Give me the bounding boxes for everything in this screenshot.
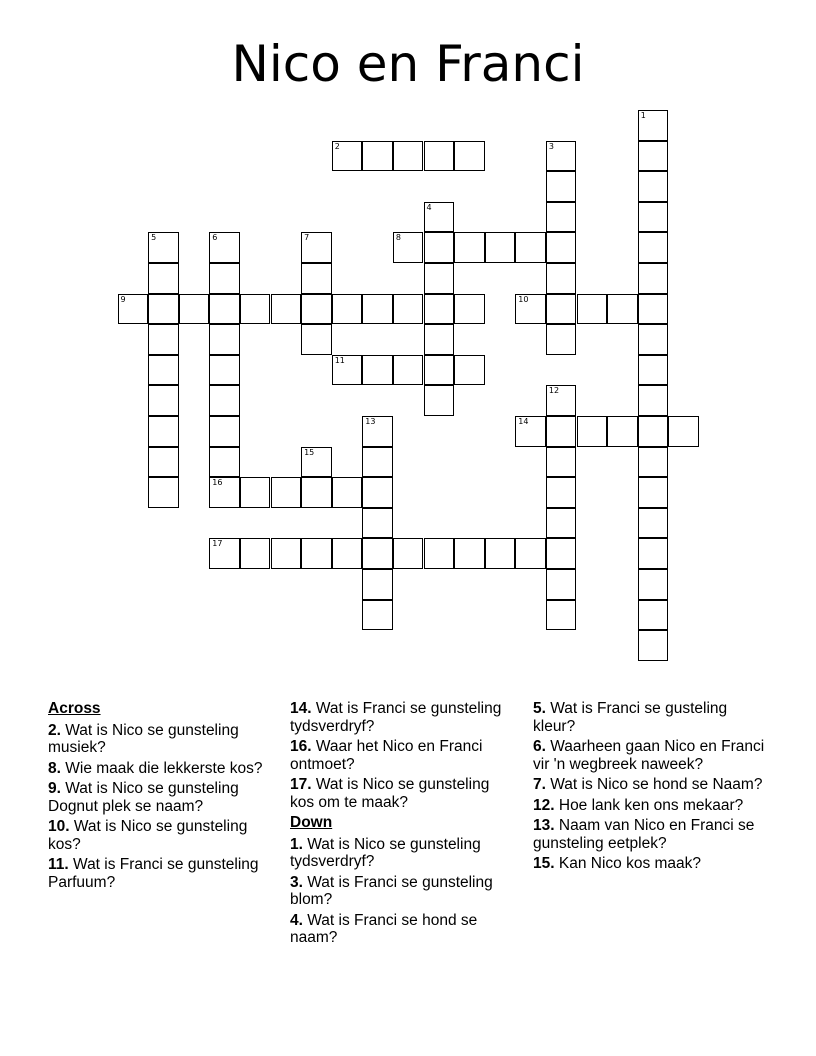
- grid-cell[interactable]: [393, 538, 424, 569]
- grid-cell[interactable]: [638, 477, 669, 508]
- clue-number-label: 16.: [290, 738, 312, 755]
- grid-cell[interactable]: [638, 630, 669, 661]
- grid-cell[interactable]: [485, 232, 516, 263]
- grid-cell[interactable]: [393, 141, 424, 172]
- clue-number: 5: [151, 233, 157, 243]
- clue-number-label: 12.: [533, 796, 555, 814]
- across-heading: Across: [48, 700, 101, 717]
- grid-cell[interactable]: [332, 141, 363, 172]
- grid-cell[interactable]: [546, 385, 577, 416]
- across-clue[interactable]: [48, 818, 263, 853]
- clue-text: Wat is Nico se gunsteling tydsverdryf?: [290, 835, 481, 870]
- grid-cell[interactable]: [209, 538, 240, 569]
- grid-cell[interactable]: [362, 447, 393, 478]
- grid-cell[interactable]: [209, 294, 240, 325]
- grid-cell[interactable]: [332, 355, 363, 386]
- grid-cell[interactable]: [454, 294, 485, 325]
- clue-number-label: 8.: [48, 759, 61, 777]
- grid-cell[interactable]: [301, 324, 332, 355]
- clue-number: 7: [304, 233, 310, 243]
- grid-cell[interactable]: [546, 141, 577, 172]
- across-clue[interactable]: [48, 780, 263, 815]
- clue-number: 3: [548, 141, 554, 151]
- grid-cell[interactable]: [424, 538, 455, 569]
- grid-cell[interactable]: [515, 232, 546, 263]
- grid-cell[interactable]: [424, 202, 455, 233]
- grid-cell[interactable]: [638, 569, 669, 600]
- clue-number: 4: [426, 202, 432, 212]
- clue-number-label: 14.: [290, 700, 312, 717]
- clue-text: Wat is Franci se gunsteling Parfuum?: [48, 856, 259, 891]
- grid-cell[interactable]: [424, 232, 455, 263]
- clue-text: Wat is Franci se hond se naam?: [290, 911, 478, 946]
- grid-cell[interactable]: [362, 294, 393, 325]
- grid-cell[interactable]: [118, 294, 149, 325]
- grid-cell[interactable]: [638, 508, 669, 539]
- clue-text: Wat is Nico se hond se Naam?: [545, 776, 763, 793]
- grid-cell[interactable]: [332, 294, 363, 325]
- grid-cell[interactable]: [240, 294, 271, 325]
- grid-cell[interactable]: [362, 355, 393, 386]
- grid-cell[interactable]: [362, 538, 393, 569]
- clue-column-1: [48, 700, 263, 894]
- grid-cell[interactable]: [393, 232, 424, 263]
- grid-cell[interactable]: [638, 538, 669, 569]
- grid-cell[interactable]: [638, 355, 669, 386]
- grid-cell[interactable]: [301, 477, 332, 508]
- grid-cell[interactable]: [546, 171, 577, 202]
- grid-cell[interactable]: [148, 263, 179, 294]
- grid-cell[interactable]: [515, 416, 546, 447]
- grid-cell[interactable]: [638, 202, 669, 233]
- across-clue-list-cont: [290, 700, 515, 811]
- grid-cell[interactable]: [301, 232, 332, 263]
- grid-cell[interactable]: [638, 110, 669, 141]
- clue-number-label: 13.: [533, 817, 555, 834]
- across-clue[interactable]: [48, 722, 263, 757]
- clue-number: 2: [334, 141, 340, 151]
- down-clue[interactable]: [533, 817, 768, 852]
- grid-cell[interactable]: [362, 569, 393, 600]
- grid-cell[interactable]: [362, 508, 393, 539]
- grid-cell[interactable]: [148, 294, 179, 325]
- grid-cell[interactable]: [546, 416, 577, 447]
- clue-number: 8: [395, 233, 401, 243]
- clue-text: Wat is Nico se gunsteling musiek?: [48, 721, 239, 756]
- clue-number-label: 17.: [290, 776, 312, 793]
- down-heading: Down: [290, 814, 333, 831]
- grid-cell[interactable]: [546, 202, 577, 233]
- down-clue[interactable]: [533, 855, 768, 873]
- grid-cell[interactable]: [424, 263, 455, 294]
- clue-number: 9: [120, 294, 126, 304]
- grid-cell[interactable]: [607, 294, 638, 325]
- clue-text: Waar het Nico en Franci ontmoet?: [290, 738, 483, 773]
- grid-cell[interactable]: [546, 538, 577, 569]
- clue-column-3: [533, 700, 768, 876]
- grid-cell[interactable]: [638, 600, 669, 631]
- grid-cell[interactable]: [638, 416, 669, 447]
- grid-cell[interactable]: [209, 385, 240, 416]
- grid-cell[interactable]: [638, 385, 669, 416]
- grid-cell[interactable]: [638, 263, 669, 294]
- grid-cell[interactable]: [638, 171, 669, 202]
- grid-cell[interactable]: [577, 294, 608, 325]
- grid-cell[interactable]: [424, 324, 455, 355]
- grid-cell[interactable]: [209, 416, 240, 447]
- grid-cell[interactable]: [301, 294, 332, 325]
- clue-number: 12: [548, 386, 560, 396]
- grid-cell[interactable]: [638, 232, 669, 263]
- grid-cell[interactable]: [424, 385, 455, 416]
- clue-text: Waarheen gaan Nico en Franci vir 'n wegbreek naweek?: [533, 738, 765, 773]
- clue-text: Wat is Franci se gunsteling tydsverdryf?: [290, 700, 502, 735]
- grid-cell[interactable]: [148, 385, 179, 416]
- clue-text: Wat is Nico se gunsteling Dognut plek se naam?: [48, 780, 239, 815]
- clue-number-label: 6.: [533, 738, 546, 755]
- clue-number-label: 11.: [48, 856, 69, 873]
- grid-cell[interactable]: [301, 263, 332, 294]
- grid-cell[interactable]: [546, 569, 577, 600]
- grid-cell[interactable]: [546, 232, 577, 263]
- grid-cell[interactable]: [271, 477, 302, 508]
- clue-text: Hoe lank ken ons mekaar?: [554, 796, 744, 814]
- clue-number: 6: [212, 233, 218, 243]
- grid-cell[interactable]: [638, 324, 669, 355]
- across-clue[interactable]: [290, 738, 515, 773]
- grid-cell[interactable]: [301, 447, 332, 478]
- clue-text: Wat is Franci se gusteling kleur?: [533, 700, 728, 735]
- grid-cell[interactable]: [148, 324, 179, 355]
- grid-cell[interactable]: [454, 355, 485, 386]
- clue-number-label: 9.: [48, 780, 61, 797]
- grid-cell[interactable]: [271, 538, 302, 569]
- grid-cell[interactable]: [546, 508, 577, 539]
- grid-cell[interactable]: [209, 477, 240, 508]
- clue-number: 15: [304, 447, 315, 457]
- grid-cell[interactable]: [546, 324, 577, 355]
- grid-cell[interactable]: [454, 538, 485, 569]
- clue-number: 17: [212, 539, 223, 549]
- grid-cell[interactable]: [148, 232, 179, 263]
- grid-cell[interactable]: [148, 447, 179, 478]
- grid-cell[interactable]: [332, 477, 363, 508]
- grid-cell[interactable]: [240, 538, 271, 569]
- grid-cell[interactable]: [454, 232, 485, 263]
- grid-cell[interactable]: [393, 294, 424, 325]
- down-clue[interactable]: [533, 776, 768, 794]
- grid-cell[interactable]: [454, 141, 485, 172]
- down-clue[interactable]: [290, 874, 515, 909]
- grid-cell[interactable]: [393, 355, 424, 386]
- clue-number-label: 15.: [533, 855, 555, 872]
- clue-text: Wie maak die lekkerste kos?: [60, 759, 263, 777]
- down-clue-list-cont: [533, 700, 768, 873]
- grid-cell[interactable]: [179, 294, 210, 325]
- grid-cell[interactable]: [546, 600, 577, 631]
- grid-cell[interactable]: [638, 141, 669, 172]
- across-clue[interactable]: [48, 760, 263, 778]
- clue-number-label: 2.: [48, 721, 61, 739]
- clue-number-label: 3.: [290, 873, 303, 891]
- down-clue[interactable]: [533, 700, 768, 735]
- grid-cell[interactable]: [362, 141, 393, 172]
- clue-text: Wat is Franci se gunsteling blom?: [290, 873, 493, 908]
- grid-cell[interactable]: [240, 477, 271, 508]
- grid-cell[interactable]: [332, 538, 363, 569]
- across-clue[interactable]: [290, 700, 515, 735]
- clue-number: 14: [518, 417, 529, 426]
- down-clue[interactable]: [290, 836, 515, 871]
- clue-column-2: [290, 700, 515, 950]
- grid-cell[interactable]: [638, 447, 669, 478]
- clue-number-label: 10.: [48, 818, 70, 835]
- grid-cell[interactable]: [546, 263, 577, 294]
- grid-cell[interactable]: [148, 477, 179, 508]
- across-clue[interactable]: [290, 776, 515, 811]
- grid-cell[interactable]: [424, 355, 455, 386]
- grid-cell[interactable]: [485, 538, 516, 569]
- clue-text: Kan Nico kos maak?: [554, 855, 702, 872]
- grid-cell[interactable]: [148, 355, 179, 386]
- grid-cell[interactable]: [362, 477, 393, 508]
- clue-number: 1: [640, 111, 646, 120]
- grid-cell[interactable]: [271, 294, 302, 325]
- clue-number-label: 4.: [290, 911, 303, 929]
- clue-number: 16: [212, 478, 223, 488]
- grid-cell[interactable]: [301, 538, 332, 569]
- grid-cell[interactable]: [638, 294, 669, 325]
- grid-cell[interactable]: [424, 294, 455, 325]
- down-clue[interactable]: [290, 912, 515, 947]
- grid-cell[interactable]: [209, 355, 240, 386]
- grid-cell[interactable]: [577, 416, 608, 447]
- grid-cell[interactable]: [607, 416, 638, 447]
- down-clue[interactable]: [533, 797, 768, 815]
- grid-cell[interactable]: [148, 416, 179, 447]
- grid-cell[interactable]: [362, 600, 393, 631]
- puzzle-title: Nico en Franci: [231, 35, 585, 93]
- clue-text: Wat is Nico se gunsteling kos?: [48, 818, 248, 853]
- grid-cell[interactable]: [546, 447, 577, 478]
- down-clue-list: [290, 836, 515, 947]
- clue-text: Wat is Nico se gunsteling kos om te maak?: [290, 776, 490, 811]
- grid-cell[interactable]: [668, 416, 699, 447]
- clue-number: 11: [334, 355, 345, 365]
- down-clue[interactable]: [533, 738, 768, 773]
- clue-number-label: 5.: [533, 700, 546, 717]
- grid-cell[interactable]: [209, 263, 240, 294]
- grid-cell[interactable]: [546, 294, 577, 325]
- grid-cell[interactable]: [209, 324, 240, 355]
- clue-number: 13: [365, 417, 376, 426]
- grid-cell[interactable]: [209, 232, 240, 263]
- clue-number: 10: [518, 294, 529, 304]
- grid-cell[interactable]: [546, 477, 577, 508]
- clue-text: Naam van Nico en Franci se gunsteling eetplek?: [533, 817, 755, 852]
- clue-number-label: 7.: [533, 776, 546, 793]
- across-clue-list: [48, 722, 263, 892]
- grid-cell[interactable]: [515, 294, 546, 325]
- grid-cell[interactable]: [209, 447, 240, 478]
- grid-cell[interactable]: [362, 416, 393, 447]
- grid-cell[interactable]: [515, 538, 546, 569]
- across-clue[interactable]: [48, 856, 263, 891]
- grid-cell[interactable]: [424, 141, 455, 172]
- clue-number-label: 1.: [290, 835, 303, 853]
